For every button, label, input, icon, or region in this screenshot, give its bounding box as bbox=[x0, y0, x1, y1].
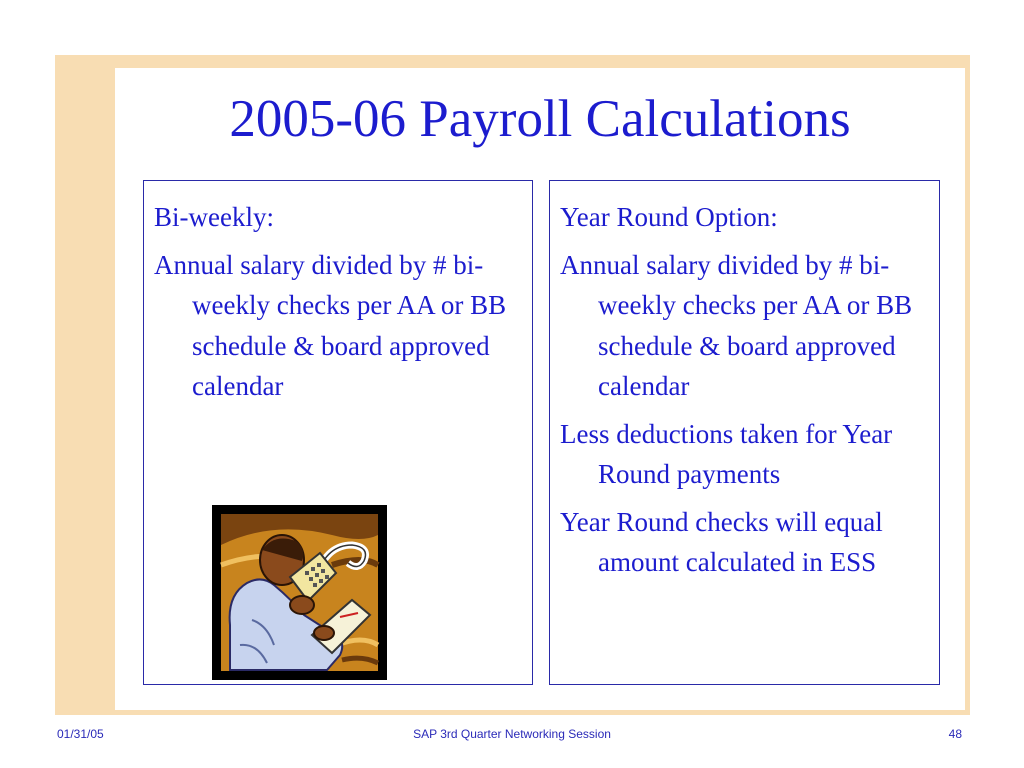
footer-date: 01/31/05 bbox=[57, 727, 104, 741]
person-with-calculator-icon bbox=[212, 505, 387, 680]
bi-weekly-heading: Bi-weekly: bbox=[154, 202, 274, 232]
year-round-paragraph: Less deductions taken for Year Round payments bbox=[560, 418, 893, 489]
year-round-box bbox=[549, 180, 940, 685]
year-round-heading: Year Round Option: bbox=[560, 202, 778, 232]
bi-weekly-paragraph: Annual salary divided by # bi-weekly checks per AA or BB schedule & board approved calendar bbox=[154, 249, 507, 401]
footer-page-number: 48 bbox=[948, 727, 962, 741]
slide-title: 2005-06 Payroll Calculations bbox=[229, 90, 851, 148]
year-round-paragraph: Annual salary divided by # bi-weekly checks per AA or BB schedule & board approved calendar bbox=[560, 249, 913, 401]
year-round-paragraph: Year Round checks will equal amount calculated in ESS bbox=[560, 506, 883, 577]
footer-title: SAP 3rd Quarter Networking Session bbox=[413, 727, 611, 741]
